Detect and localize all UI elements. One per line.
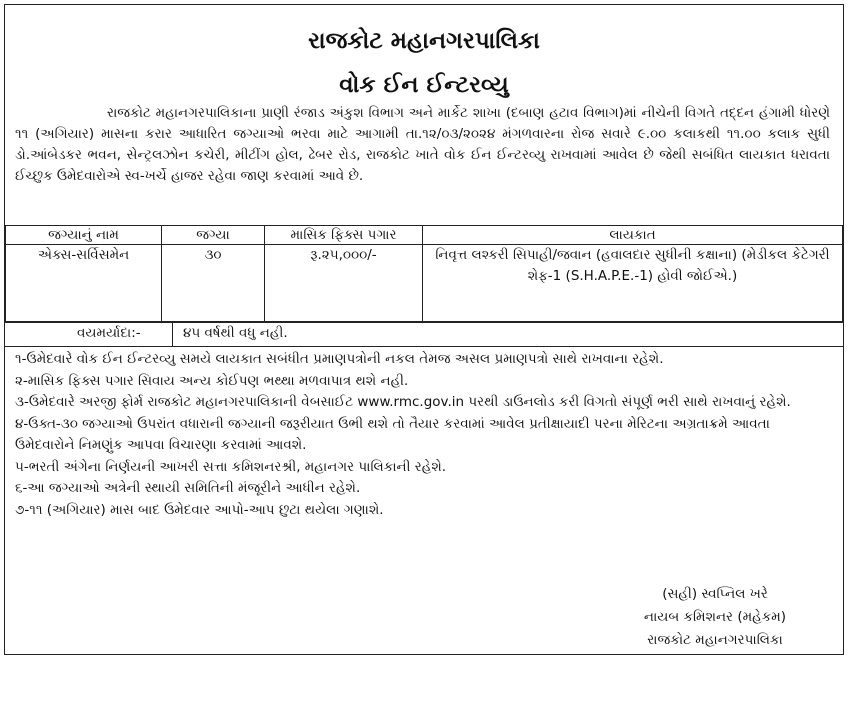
- cell-salary: રૂ.૨૫,૦૦૦/-: [265, 245, 423, 322]
- cell-post-name: એક્સ-સર્વિસમેન: [6, 245, 162, 322]
- header-salary: માસિક ફિક્સ પગાર: [265, 226, 423, 245]
- signatory-designation: નાયબ કમિશનર (મહેકમ): [643, 609, 787, 625]
- condition-item: ૩-ઉમેદવારે અરજી ફોર્મ રાજકોટ મહાનગરપાલિકાની વેબસાઈટ www.rmc.gov.in પરથી ડાઉનલોડ કરી વિગતો સંપૂર્ણ ભરી સાથે રાખવાનું રહેશે.: [15, 394, 791, 410]
- cell-qualification: નિવૃત્ત લશ્કરી સિપાહી/જવાન (હવાલદાર સુધીની કક્ષાના) (મેડીકલ કેટેગરી શેફ-1 (S.H.A.P.E.-1) હોવી જોઈએ.): [423, 245, 843, 322]
- age-limit-label: વયમર્યાદા:-: [77, 325, 141, 341]
- header-qualification: લાયકાત: [423, 226, 843, 245]
- page-subtitle: વોક ઈન ઈન્ટરવ્યુ: [339, 71, 509, 98]
- signature-block: [605, 583, 825, 652]
- table-row: [6, 245, 843, 322]
- notice-box: [4, 4, 844, 655]
- header-post-name: જગ્યાનું નામ: [6, 226, 162, 245]
- page-title: રાજકોટ મહાનગરપાલિકા: [308, 27, 540, 54]
- age-limit-row: [5, 322, 843, 347]
- age-limit-value: ૪૫ વર્ષથી વધુ નહી.: [183, 325, 288, 341]
- intro-text: રાજકોટ મહાનગરપાલિકાના પ્રાણી રંજાડ અંકુશ વિભાગ અને માર્કેટ શાખા (દબાણ હટાવ વિભાગ)માં નીચેની વિગતે તદ્દન હંગામી ધોરણે ૧૧ (અગિયાર) માસના કરાર આધારિત જગ્યાઓ ભરવા માટે આગામી તા.૧૨/૦૩/૨૦૨૪ મંગળવારના રોજ સવારે ૯.૦૦ કલાકથી ૧૧.૦૦ કલાક સુધી ડો.આંબેડકર ભવન, સેન્ટ્રલઝોન કચેરી, મીટીંગ હોલ, ઢેબર રોડ, રાજકોટ ખાતે વોક ઈન ઈન્ટરવ્યુ રાખવામાં આવેલ છે જેથી સબંધિત લાયકાત ધરાવતા ઈચ્છુક ઉમેદવારોએ સ્વ-ખર્ચે હાજર રહેવા જાણ કરવામાં આવે છે.: [15, 105, 830, 184]
- condition-item: ૭-૧૧ (અગિયાર) માસ બાદ ઉમેદવાર આપો-આપ છુટા થયેલા ગણાશે.: [15, 501, 384, 518]
- table-header-row: [6, 226, 843, 245]
- conditions-list: [15, 349, 830, 521]
- header-post-count: જગ્યા: [162, 226, 265, 245]
- condition-item: ૨-માસિક ફિક્સ પગાર સિવાય અન્ય કોઈપણ ભથ્થા મળવાપાત્ર થશે નહી.: [15, 372, 409, 389]
- condition-item: ૬-આ જગ્યાઓ અત્રેની સ્થાયી સમિતિની મંજૂરીને આધીન રહેશે.: [15, 480, 361, 496]
- intro-paragraph: [15, 103, 830, 187]
- signatory-organization: રાજકોટ મહાનગરપાલિકા: [647, 632, 783, 648]
- condition-item: ૪-ઉક્ત-૩૦ જગ્યાઓ ઉપરાંત વધારાની જગ્યાની જરૂરીયાત ઉભી થશે તો તૈયાર કરવામાં આવેલ પ્રતીક્ષાયાદી પરના મેરિટના અગ્રતાક્રમે આવતા ઉમેદવારોને નિમણુંક આપવા વિચારણા કરવામાં આવશે.: [15, 415, 770, 453]
- condition-item: ૫-ભરતી અંગેના નિર્ણયની આખરી સત્તા કમિશનરશ્રી, મહાનગર પાલિકાની રહેશે.: [15, 458, 447, 475]
- age-limit-divider: [172, 323, 173, 346]
- signatory-name: (સહી) સ્વપ્નિલ ખરે: [662, 586, 768, 602]
- vacancy-table: [5, 225, 843, 322]
- cell-post-count: ૩૦: [162, 245, 265, 322]
- condition-item: ૧-ઉમેદવારે વોક ઈન ઈન્ટરવ્યુ સમયે લાયકાત સબંધીત પ્રમાણપત્રોની નકલ તેમજ અસલ પ્રમાણપત્રો સાથે રાખવાના રહેશે.: [15, 351, 664, 367]
